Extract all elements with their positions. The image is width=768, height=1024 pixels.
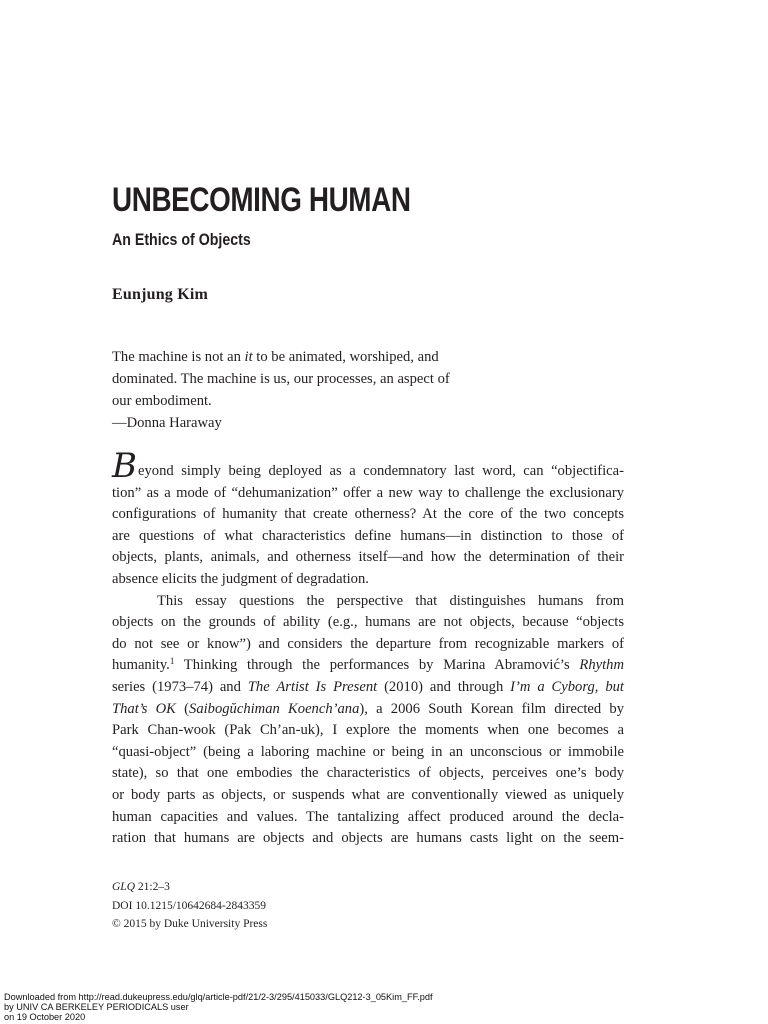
body-line: absence elicits the judgment of degradation. [112,570,369,587]
journal-info [112,878,267,934]
body-line: state), so that one embodies the characteristics of objects, perceives one’s body [112,765,624,782]
italic-segment: it [244,349,253,365]
body-line [112,446,624,486]
epigraph [112,346,512,434]
body-line [112,699,624,721]
italic-segment: I’m a Cyborg, but [510,678,624,695]
epigraph-line: dominated. The machine is us, our processes, an aspect of [112,371,450,387]
text-segment: eyond simply being deployed as a condemnatory last word, can “objectifica- [138,463,624,479]
body-text [112,446,625,850]
download-notice [4,992,433,1023]
journal-name: GLQ [112,881,136,893]
body-line: are questions of what characteristics define humans—in distinction to those of [112,527,624,544]
italic-segment: That’s OK [112,700,176,717]
text-segment: ( [175,700,190,717]
body-line: human capacities and values. The tantalizing affect produced around the decla- [112,808,624,825]
italic-segment: The Artist Is Present [247,678,378,695]
body-line: do not see or know”) and considers the departure from recognizable markers of [112,635,624,652]
italic-segment: Rhythm [579,657,624,674]
text-segment: humanity. [112,657,170,674]
text-segment: The machine is not an [112,349,245,365]
body-line: or body parts as objects, or suspends what are conventionally viewed as uniquely [112,786,624,803]
epigraph-line: our embodiment. [112,393,212,409]
text-segment: series (1973–74) and [112,678,248,695]
epigraph-attribution: —Donna Haraway [112,415,222,431]
article-subtitle: An Ethics of Objects [112,231,251,249]
author-name: Eunjung Kim [112,286,209,303]
body-line: “quasi-object” (being a laboring machine or being in an unconscious or immobile [112,743,624,760]
text-segment: ), a 2006 South Korean film directed by [359,700,625,717]
body-line: objects on the grounds of ability (e.g., humans are not objects, because “objects [112,614,624,631]
body-line [112,655,624,677]
journal-issue: 21:2–3 [135,881,170,893]
epigraph-line [112,346,512,368]
body-line: configurations of humanity that create otherness? At the core of the two concepts [112,506,624,523]
article-title: UNBECOMING HUMAN [112,181,411,219]
text-segment: to be animated, worshiped, and [252,349,439,365]
text-segment: Thinking through the performances by Marina Abramović’s [174,657,580,674]
journal-citation [112,878,267,897]
italic-segment: Saibogŭchiman Koench’ana [189,700,360,717]
text-segment: (2010) and through [377,678,511,695]
body-line: ration that humans are objects and objects are humans casts light on the seem- [112,830,624,847]
drop-cap: B [112,446,137,486]
doi-line: DOI 10.1215/10642684-2843359 [112,899,266,912]
body-line: objects, plants, animals, and otherness itself—and how the determination of their [112,549,624,566]
download-date-line: on 19 October 2020 [4,1012,86,1023]
download-user-line: by UNIV CA BERKELEY PERIODICALS user [4,1002,189,1013]
body-line: This essay questions the perspective that distinguishes humans from [157,592,624,609]
body-line [112,677,624,699]
copyright-line: © 2015 by Duke University Press [112,918,268,930]
download-url-line: Downloaded from http://read.dukeupress.edu/glq/article-pdf/21/2-3/295/415033/GLQ212-3_05Kim_FF.pdf [4,992,433,1002]
body-line: tion” as a mode of “dehumanization” offer a new way to challenge the exclusionary [112,484,624,501]
body-line: Park Chan-wook (Pak Ch’an-uk), I explore the moments when one becomes a [112,722,624,739]
footnote-marker: 1 [169,656,175,667]
